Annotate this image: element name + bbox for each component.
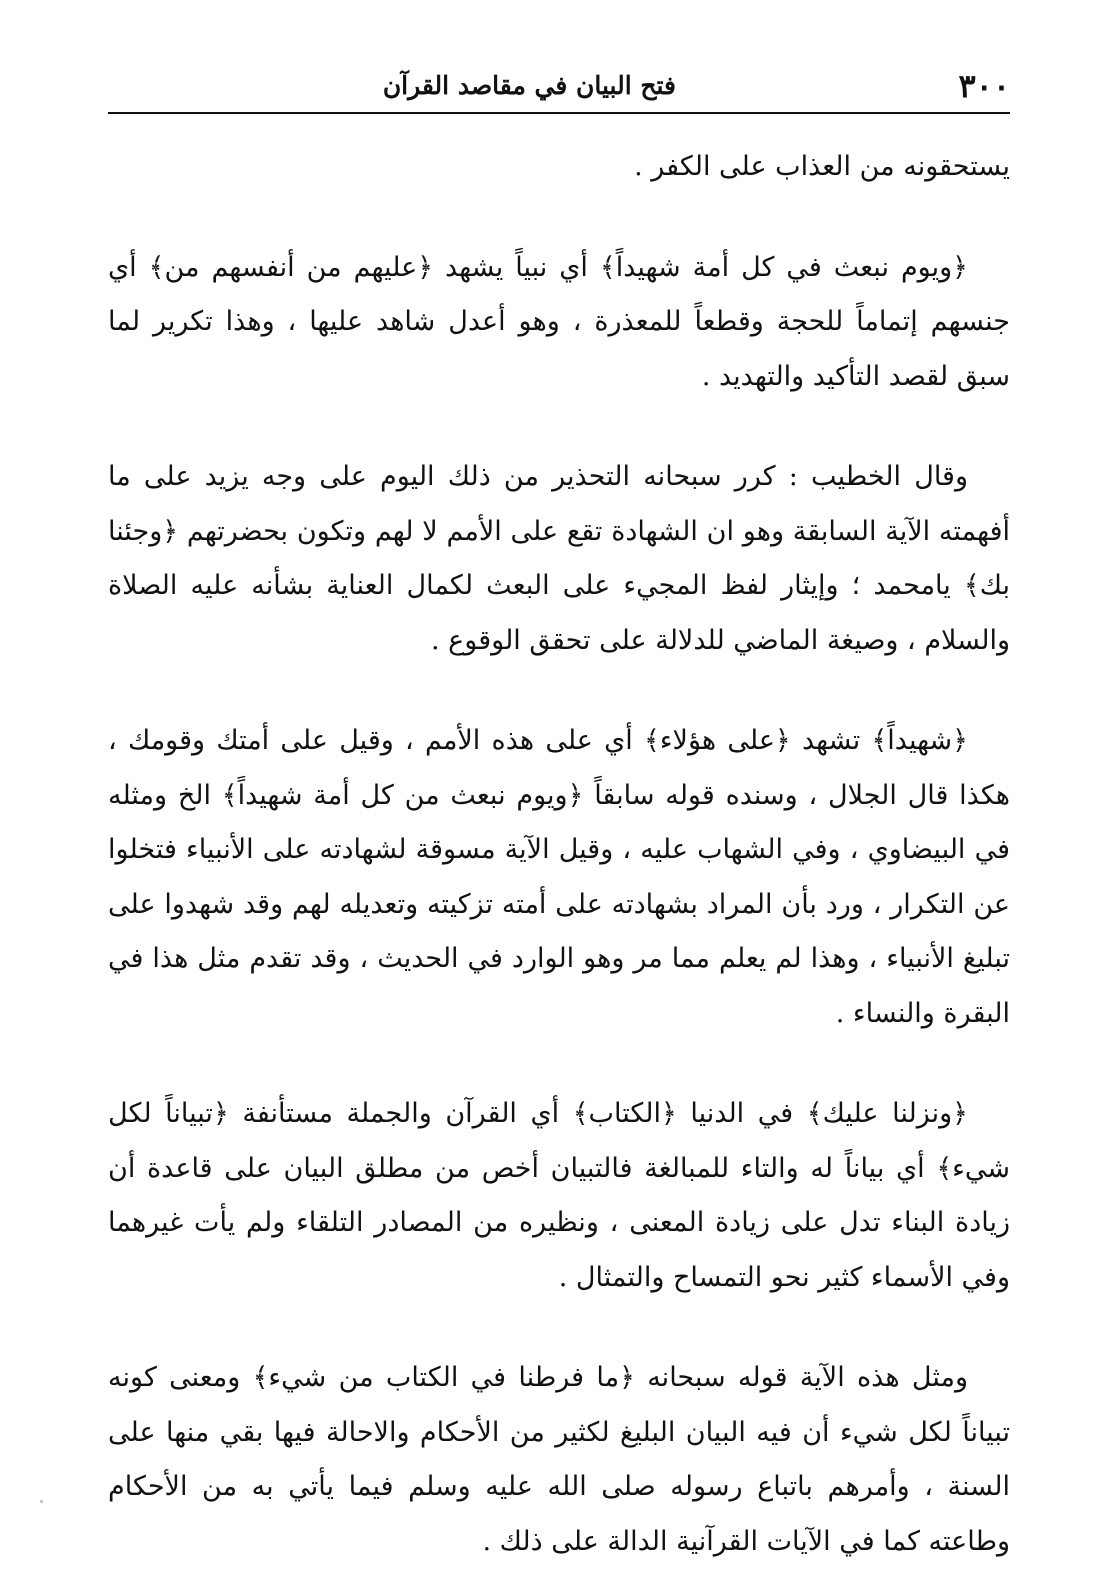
paragraph-2: ﴿ويوم نبعث في كل أمة شهيداً﴾ أي نبياً يشهد ﴿عليهم من أنفسهم من﴾ أي جنسهم إتماماً للحجة وقطعاً للمعذرة ، وهو أعدل شاهد عليها ، وهذا تكرير لما سبق لقصد التأكيد والتهديد .	[108, 251, 1010, 392]
scan-speck	[40, 1500, 43, 1503]
page-header	[108, 64, 1010, 108]
paragraph-3: وقال الخطيب : كرر سبحانه التحذير من ذلك اليوم على وجه يزيد على ما أفهمته الآية السابقة وهو ان الشهادة تقع على الأمم لا لهم وتكون بحضرتهم ﴿وجئنا بك﴾ يامحمد ؛ وإيثار لفظ المجيء على البعث لكمال العناية بشأنه عليه الصلاة والسلام ، وصيغة الماضي للدلالة على تحقق الوقوع .	[108, 461, 1010, 656]
paragraph-5: ﴿ونزلنا عليك﴾ في الدنيا ﴿الكتاب﴾ أي القرآن والجملة مستأنفة ﴿تبياناً لكل شيء﴾ أي بياناً له والتاء للمبالغة فالتبيان أخص من مطلق البيان على قاعدة أن زيادة البناء تدل على زيادة المعنى ، ونظيره من المصادر التلقاء ولم يأت غيرهما وفي الأسماء كثير نحو التمساح والتمثال .	[108, 1098, 1010, 1293]
page-number: ٣٠٠	[958, 67, 1010, 105]
paragraph-6: ومثل هذه الآية قوله سبحانه ﴿ما فرطنا في الكتاب من شيء﴾ ومعنى كونه تبياناً لكل شيء أن فيه البيان البليغ لكثير من الأحكام والاحالة فيها بقي منها على السنة ، وأمرهم باتباع رسوله صلى الله عليه وسلم فيما يأتي به من الأحكام وطاعته كما في الآيات القرآنية الدالة على ذلك .	[108, 1362, 1010, 1557]
paragraph-1: يستحقونه من العذاب على الكفر .	[634, 151, 1010, 182]
header-rule	[108, 112, 1010, 114]
page-body	[108, 140, 1010, 1569]
running-title: فتح البيان في مقاصد القرآن	[382, 71, 676, 100]
paragraph-4: ﴿شهيداً﴾ تشهد ﴿على هؤلاء﴾ أي على هذه الأمم ، وقيل على أمتك وقومك ، هكذا قال الجلال ، وسنده قوله سابقاً ﴿ويوم نبعث من كل أمة شهيداً﴾ الخ ومثله في البيضاوي ، وفي الشهاب عليه ، وقيل الآية مسوقة لشهادته على الأنبياء فتخلوا عن التكرار ، ورد بأن المراد بشهادته على أمته تزكيته وتعديله لهم وقد شهدوا على تبليغ الأنبياء ، وهذا لم يعلم مما مر وهو الوارد في الحديث ، وقد تقدم مثل هذا في البقرة والنساء .	[108, 725, 1010, 1029]
